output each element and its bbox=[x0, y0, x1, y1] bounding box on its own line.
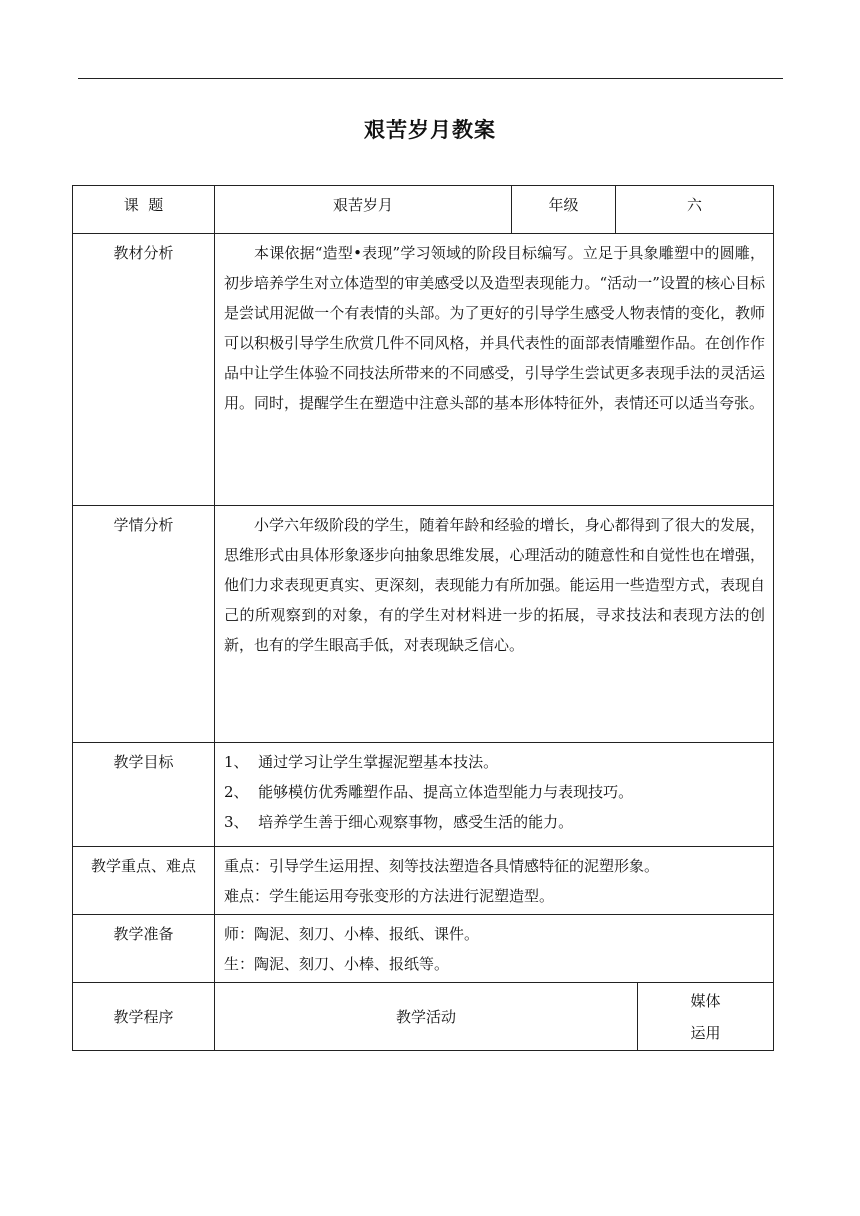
key-difficulty: 难点：学生能运用夸张变形的方法进行泥塑造型。 bbox=[224, 887, 555, 905]
material-analysis-row bbox=[73, 234, 774, 506]
media-label-line1: 媒体 bbox=[690, 991, 721, 1010]
procedure-row bbox=[73, 983, 774, 1051]
objective-item: 2、 能够模仿优秀雕塑作品、提高立体造型能力与表现技巧。 bbox=[224, 783, 634, 801]
objectives-list bbox=[215, 743, 774, 847]
objectives-label: 教学目标 bbox=[73, 743, 215, 847]
student-preparation: 生：陶泥、刻刀、小棒、报纸等。 bbox=[224, 955, 450, 973]
document-title: 艰苦岁月教案 bbox=[364, 118, 496, 142]
grade-value: 六 bbox=[616, 186, 774, 234]
material-analysis-label: 教材分析 bbox=[73, 234, 215, 506]
topic-row bbox=[73, 186, 774, 234]
lesson-plan-table bbox=[72, 185, 774, 1051]
key-points-label: 教学重点、难点 bbox=[73, 847, 215, 915]
topic-label: 课 题 bbox=[73, 186, 215, 234]
procedure-label: 教学程序 bbox=[73, 983, 215, 1051]
key-focus: 重点：引导学生运用捏、刻等技法塑造各具情感特征的泥塑形象。 bbox=[224, 857, 660, 875]
topic-value: 艰苦岁月 bbox=[215, 186, 512, 234]
grade-label: 年级 bbox=[512, 186, 616, 234]
teacher-preparation: 师：陶泥、刻刀、小棒、报纸、课件。 bbox=[224, 925, 480, 943]
objective-item: 1、 通过学习让学生掌握泥塑基本技法。 bbox=[224, 753, 499, 771]
objectives-row bbox=[73, 743, 774, 847]
header-rule bbox=[78, 78, 783, 79]
preparation-row bbox=[73, 915, 774, 983]
preparation-label: 教学准备 bbox=[73, 915, 215, 983]
preparation-content bbox=[215, 915, 774, 983]
media-header bbox=[638, 983, 774, 1051]
media-label-line2: 运用 bbox=[690, 1023, 721, 1042]
teaching-activity-header: 教学活动 bbox=[215, 983, 638, 1051]
key-points-content bbox=[215, 847, 774, 915]
student-analysis-text: 小学六年级阶段的学生，随着年龄和经验的增长，身心都得到了很大的发展，思维形式由具体形象逐步向抽象思维发展，心理活动的随意性和自觉性也在增强，他们力求表现更真实、更深刻，表现能力有所加强。能运用一些造型方式，表现自己的所观察到的对象，有的学生对材料进一步的拓展，寻求技法和表现方法的创新，也有的学生眼高手低，对表现缺乏信心。 bbox=[215, 506, 774, 743]
key-points-row bbox=[73, 847, 774, 915]
objective-item: 3、 培养学生善于细心观察事物，感受生活的能力。 bbox=[224, 813, 574, 831]
student-analysis-label: 学情分析 bbox=[73, 506, 215, 743]
material-analysis-text: 本课依据“造型•表现”学习领域的阶段目标编写。立足于具象雕塑中的圆雕，初步培养学生对立体造型的审美感受以及造型表现能力。“活动一”设置的核心目标是尝试用泥做一个有表情的头部。为了更好的引导学生感受人物表情的变化，教师可以积极引导学生欣赏几件不同风格，并具代表性的面部表情雕塑作品。在创作作品中让学生体验不同技法所带来的不同感受，引导学生尝试更多表现手法的灵活运用。同时，提醒学生在塑造中注意头部的基本形体特征外，表情还可以适当夸张。 bbox=[215, 234, 774, 506]
student-analysis-row bbox=[73, 506, 774, 743]
